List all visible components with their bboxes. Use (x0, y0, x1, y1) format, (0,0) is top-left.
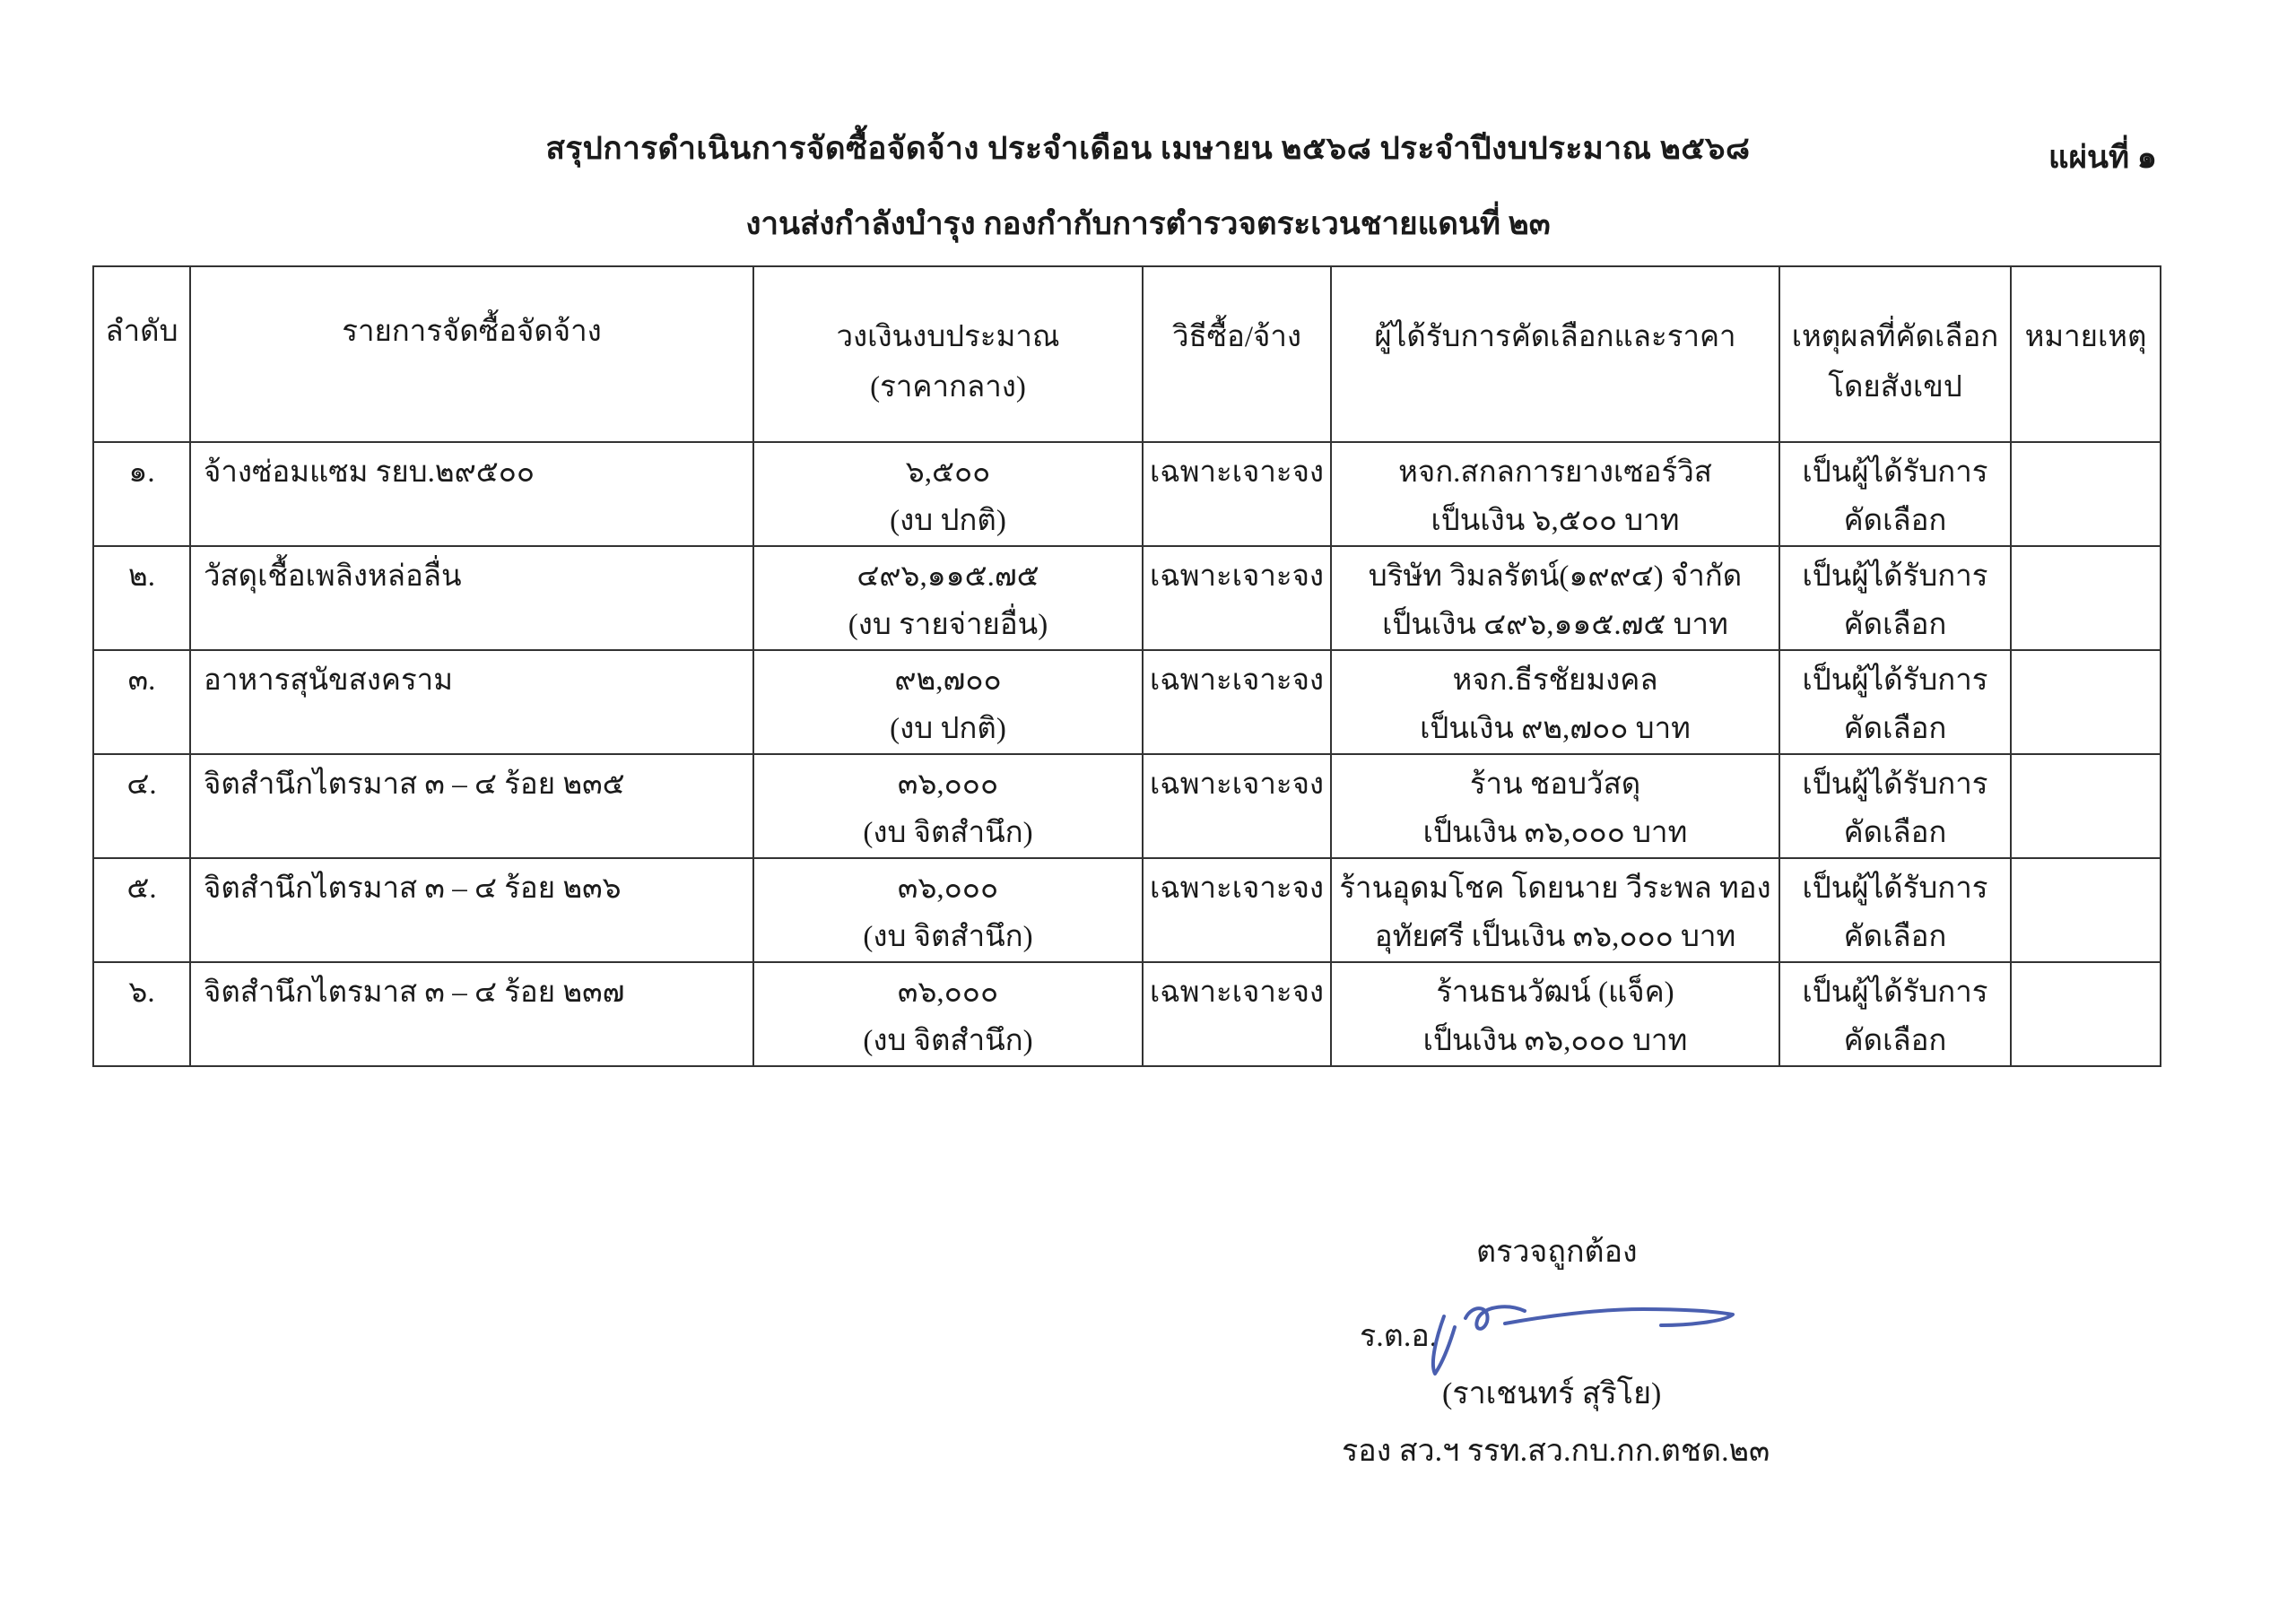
header-reason: เหตุผลที่คัดเลือก โดยสังเขป (1779, 266, 2011, 442)
row-budget: ๖,๕๐๐ (งบ ปกติ) (753, 442, 1143, 546)
row-item: อาหารสุนัขสงคราม (190, 650, 753, 754)
row-method: เฉพาะเจาะจง (1143, 754, 1331, 858)
row-number: ๓. (93, 650, 190, 754)
row-winner: ร้าน ชอบวัสดุ เป็นเงิน ๓๖,๐๐๐ บาท (1331, 754, 1779, 858)
document-subtitle: งานส่งกำลังบำรุง กองกำกับการตำรวจตระเวนชายแดนที่ ๒๓ (745, 206, 1551, 241)
signer-name: (ราเชนทร์ สุริโย) (1442, 1377, 1662, 1410)
header-budget: วงเงินงบประมาณ (ราคากลาง) (753, 266, 1143, 442)
row-number: ๑. (93, 442, 190, 546)
row-winner: ร้านอุดมโชค โดยนาย วีระพล ทอง อุทัยศรี เป็นเงิน ๓๖,๐๐๐ บาท (1331, 858, 1779, 962)
procurement-table (92, 265, 2161, 1067)
table-row (93, 754, 2161, 858)
row-reason: เป็นผู้ได้รับการ คัดเลือก (1779, 754, 2011, 858)
header-item: รายการจัดซื้อจัดจ้าง (190, 266, 753, 442)
document-title: สรุปการดำเนินการจัดซื้อจัดจ้าง ประจำเดือน เมษายน ๒๕๖๘ ประจำปีงบประมาณ ๒๕๖๘ (545, 131, 1751, 166)
table-header-row (93, 266, 2161, 442)
row-method: เฉพาะเจาะจง (1143, 858, 1331, 962)
row-winner: ร้านธนวัฒน์ (แจ็ค) เป็นเงิน ๓๖,๐๐๐ บาท (1331, 962, 1779, 1066)
row-budget: ๔๙๖,๑๑๕.๗๕ (งบ รายจ่ายอื่น) (753, 546, 1143, 650)
table-row (93, 650, 2161, 754)
row-number: ๒. (93, 546, 190, 650)
row-method: เฉพาะเจาะจง (1143, 650, 1331, 754)
signer-position: รอง สว.ฯ รรท.สว.กบ.กก.ตชด.๒๓ (1342, 1435, 1770, 1468)
row-budget: ๙๒,๗๐๐ (งบ ปกติ) (753, 650, 1143, 754)
row-reason: เป็นผู้ได้รับการ คัดเลือก (1779, 442, 2011, 546)
row-number: ๖. (93, 962, 190, 1066)
sheet-number: แผ่นที่ ๑ (2048, 140, 2157, 175)
handwritten-signature (1419, 1291, 1742, 1381)
row-item: วัสดุเชื้อเพลิงหล่อลื่น (190, 546, 753, 650)
row-method: เฉพาะเจาะจง (1143, 546, 1331, 650)
row-number: ๔. (93, 754, 190, 858)
signer-rank: ร.ต.อ. (1360, 1320, 1438, 1353)
row-winner: หจก.ธีรชัยมงคล เป็นเงิน ๙๒,๗๐๐ บาท (1331, 650, 1779, 754)
row-reason: เป็นผู้ได้รับการ คัดเลือก (1779, 546, 2011, 650)
row-budget: ๓๖,๐๐๐ (งบ จิตสำนึก) (753, 858, 1143, 962)
row-note (2011, 858, 2161, 962)
row-reason: เป็นผู้ได้รับการ คัดเลือก (1779, 962, 2011, 1066)
row-note (2011, 442, 2161, 546)
row-winner: บริษัท วิมลรัตน์(๑๙๙๔) จำกัด เป็นเงิน ๔๙๖,๑๑๕.๗๕ บาท (1331, 546, 1779, 650)
row-method: เฉพาะเจาะจง (1143, 442, 1331, 546)
verify-label: ตรวจถูกต้อง (1476, 1236, 1638, 1269)
header-winner: ผู้ได้รับการคัดเลือกและราคา (1331, 266, 1779, 442)
row-item: จ้างซ่อมแซม รยบ.๒๙๕๐๐ (190, 442, 753, 546)
header-no: ลำดับ (93, 266, 190, 442)
row-note (2011, 962, 2161, 1066)
row-winner: หจก.สกลการยางเซอร์วิส เป็นเงิน ๖,๕๐๐ บาท (1331, 442, 1779, 546)
header-method: วิธีซื้อ/จ้าง (1143, 266, 1331, 442)
row-item: จิตสำนึกไตรมาส ๓ – ๔ ร้อย ๒๓๖ (190, 858, 753, 962)
row-number: ๕. (93, 858, 190, 962)
row-item: จิตสำนึกไตรมาส ๓ – ๔ ร้อย ๒๓๕ (190, 754, 753, 858)
header-note: หมายเหตุ (2011, 266, 2161, 442)
row-budget: ๓๖,๐๐๐ (งบ จิตสำนึก) (753, 962, 1143, 1066)
row-method: เฉพาะเจาะจง (1143, 962, 1331, 1066)
row-item: จิตสำนึกไตรมาส ๓ – ๔ ร้อย ๒๓๗ (190, 962, 753, 1066)
row-reason: เป็นผู้ได้รับการ คัดเลือก (1779, 650, 2011, 754)
row-reason: เป็นผู้ได้รับการ คัดเลือก (1779, 858, 2011, 962)
row-note (2011, 754, 2161, 858)
table-row (93, 962, 2161, 1066)
row-note (2011, 650, 2161, 754)
table-row (93, 546, 2161, 650)
table-row (93, 442, 2161, 546)
row-budget: ๓๖,๐๐๐ (งบ จิตสำนึก) (753, 754, 1143, 858)
table-row (93, 858, 2161, 962)
row-note (2011, 546, 2161, 650)
